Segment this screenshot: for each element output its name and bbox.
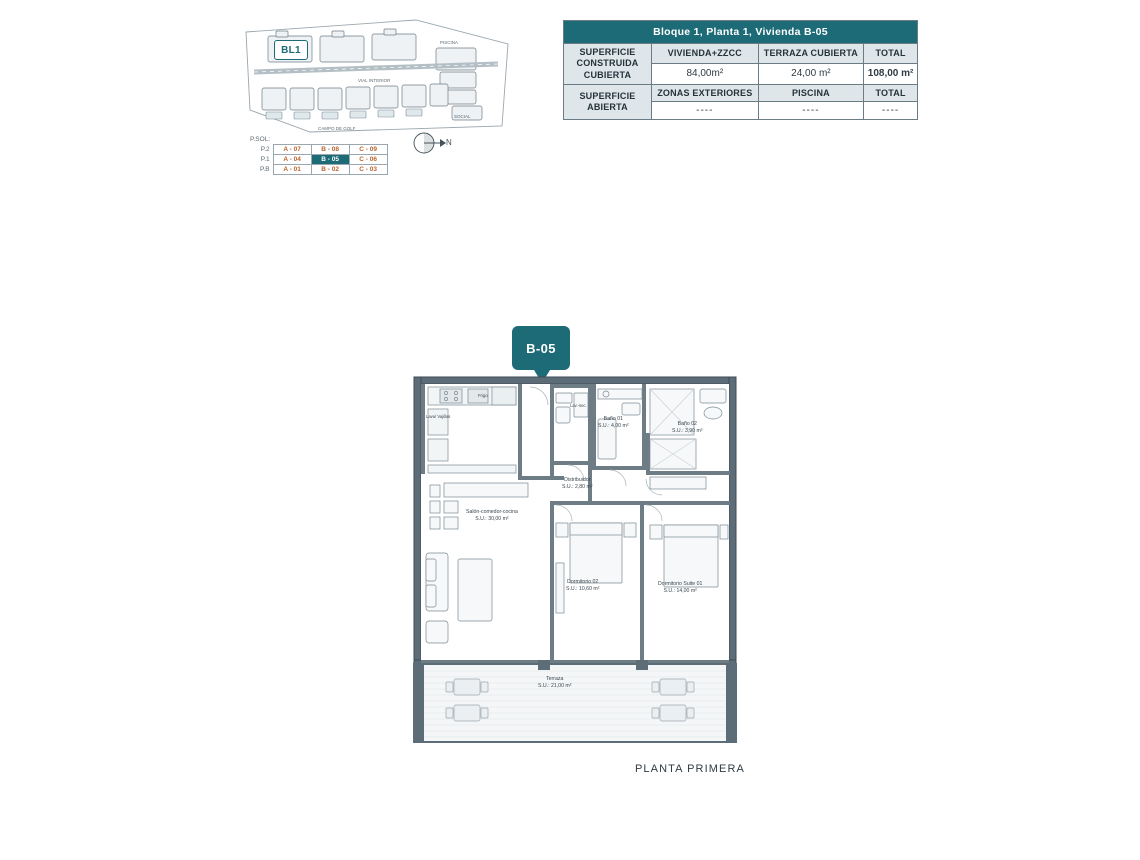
col-header-zonas: ZONAS EXTERIORES [652,84,759,101]
svg-text:PISCINA: PISCINA [440,40,459,45]
surface-row-label-open: SUPERFICIE ABIERTA [564,84,652,119]
value-zonas: ---- [652,101,759,119]
floor-plan-drawing [410,373,740,758]
room-label-bano-01: Baño 01 S.U.: 4,00 m² [598,416,629,430]
unit-marker-label: B-05 [512,326,570,370]
svg-text:VIAL INTERIOR: VIAL INTERIOR [358,78,391,83]
room-label-salon: Salón-comedor-cocina S.U.: 30,00 m² [466,509,518,523]
room-label-dormitorio-suite-01: Dormitorio Suite 01 S.U.: 14,00 m² [658,581,703,595]
col-header-vivienda: VIVIENDA+ZZCC [652,44,759,64]
col-header-total: TOTAL [864,44,918,64]
col-header-total-open: TOTAL [864,84,918,101]
surface-title: Bloque 1, Planta 1, Vivienda B-05 [564,21,918,44]
value-total-built: 108,00 m² [864,63,918,84]
unit-cell[interactable]: A - 07 [273,144,311,154]
appliance-label-lavsec: Lav.-sec. [570,403,587,408]
room-label-dormitorio-02: Dormitorio 02 S.U.: 10,60 m² [566,579,600,593]
plan-title: PLANTA PRIMERA [635,763,745,775]
col-header-piscina: PISCINA [758,84,864,101]
surface-title-row [564,21,918,44]
floor-level: P.2 [260,145,270,153]
unit-cell[interactable]: C - 09 [349,144,387,154]
svg-text:CAMPO DE GOLF: CAMPO DE GOLF [318,126,356,131]
value-vivienda: 84,00m² [652,63,759,84]
table-row [250,154,387,164]
block-tag: BL1 [274,40,308,60]
appliance-label-lavavajillas: Lava/ Vajillas [426,414,451,419]
unit-cell[interactable]: C - 06 [349,154,387,164]
unit-cell[interactable]: B - 08 [311,144,349,154]
col-header-terraza: TERRAZA CUBIERTA [758,44,864,64]
site-plan [240,14,530,134]
unit-cell[interactable]: A - 04 [273,154,311,164]
table-row [250,144,387,154]
room-label-distribuidor: Distribuidor S.U.: 2,80 m² [562,477,593,491]
floor-key-header-row [250,134,387,144]
surface-header-row-2 [564,84,918,101]
svg-text:SOCIAL: SOCIAL [454,114,471,119]
value-piscina: ---- [758,101,864,119]
table-row [250,164,387,174]
surface-area-table [563,20,918,120]
room-label-bano-02: Baño 02 S.U.: 3,90 m² [672,421,703,435]
value-terraza: 24,00 m² [758,63,864,84]
surface-header-row-1 [564,44,918,64]
surface-row-label-built: SUPERFICIE CONSTRUIDA CUBIERTA [564,44,652,85]
appliance-label-frigo: Frigo. [478,393,489,398]
value-total-open: ---- [864,101,918,119]
compass-north-label: N [446,138,452,147]
unit-cell-selected[interactable]: B - 05 [311,154,349,164]
unit-cell[interactable]: B - 02 [311,164,349,174]
room-label-terraza: Terraza S.U.: 21,00 m² [538,676,572,690]
floor-key-header-label: P.SOL: [250,135,271,143]
unit-cell[interactable]: A - 01 [273,164,311,174]
floor-key-table [250,134,388,175]
unit-cell[interactable]: C - 03 [349,164,387,174]
floor-level: P.B [259,165,270,173]
floor-level: P.1 [260,155,270,163]
compass-rose [410,130,456,156]
